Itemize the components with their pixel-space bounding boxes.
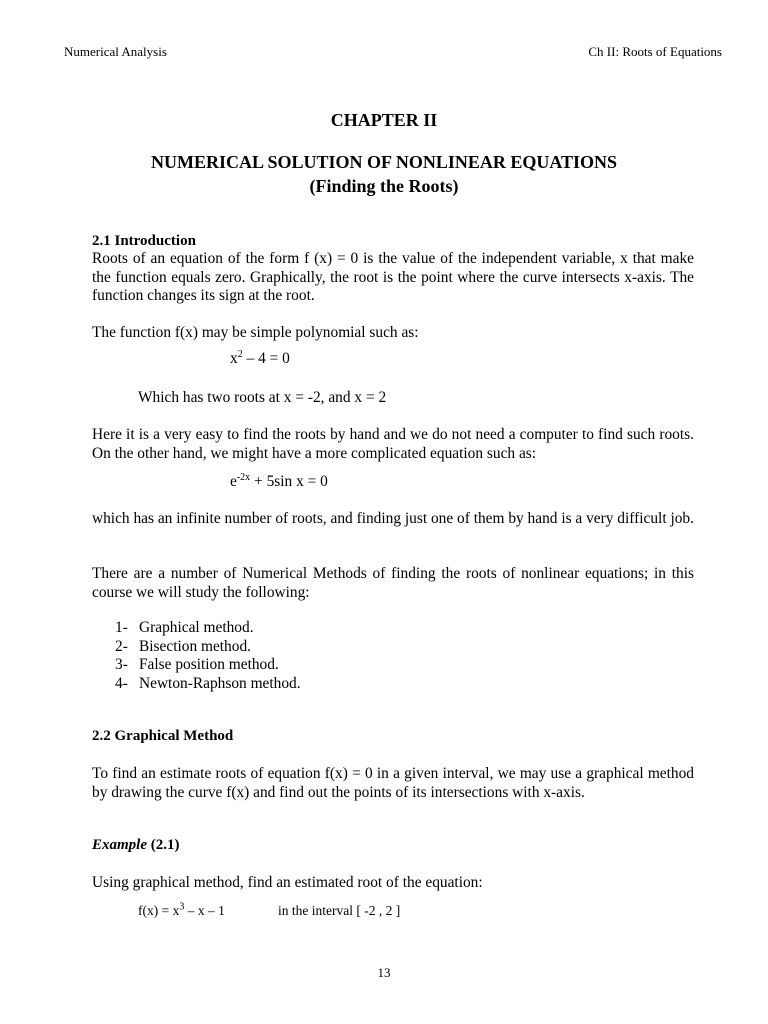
equation-polynomial: $x^2 - 4 = 0$ xyxy=(230,348,290,367)
graphical-method-paragraph: To find an estimate roots of equation f(x) = 0 in a given interval, we may use a graphical method by drawing the curve f(x) and find out the points of its intersections with x-axis. xyxy=(92,765,694,801)
methods-intro-paragraph: There are a number of Numerical Methods of finding the roots of nonlinear equations; in this course we will study the following: xyxy=(92,565,694,601)
section-2-1-heading: 2.1 Introduction xyxy=(92,233,196,249)
example-heading: Example (2.1) xyxy=(92,837,180,853)
chapter-title: NUMERICAL SOLUTION OF NONLINEAR EQUATIONS xyxy=(150,152,618,172)
list-item: 4- Newton-Raphson method. xyxy=(115,674,301,692)
list-item: 2- Bisection method. xyxy=(115,637,251,655)
chapter-number: CHAPTER II xyxy=(330,110,438,130)
page-number: 13 xyxy=(377,965,391,980)
running-header-left: Numerical Analysis xyxy=(64,44,167,59)
example-equation: $f(x) = x^3 - x - 1$ xyxy=(138,901,225,918)
equation-exponential: $e^{-2x} + 5\sin$ x = 0 xyxy=(230,471,328,490)
polynomial-intro-text: The function f(x) may be simple polynomial such as: xyxy=(92,324,419,341)
two-roots-text: Which has two roots at x = -2, and x = 2 xyxy=(138,389,387,406)
infinite-roots-paragraph: which has an infinite number of roots, and finding just one of them by hand is a very difficult job. xyxy=(92,510,694,527)
example-interval: in the interval [ -2 , 2 ] xyxy=(278,903,401,918)
example-text: Using graphical method, find an estimated root of the equation: xyxy=(92,874,483,891)
chapter-subtitle: (Finding the Roots) xyxy=(309,176,459,196)
section-2-2-heading: 2.2 Graphical Method xyxy=(92,728,234,744)
intro-paragraph: Roots of an equation of the form f (x) = 0 is the value of the independent variable, x that make the function equals zero. Graphically, the root is the point where the curve intersects x-axis. The function changes its sign at the root. xyxy=(92,250,694,304)
running-header-right: Ch II: Roots of Equations xyxy=(588,44,722,59)
list-item: 1- Graphical method. xyxy=(115,619,254,636)
methods-list xyxy=(115,619,301,693)
list-item: 3- False position method. xyxy=(115,656,279,673)
hand-roots-paragraph: Here it is a very easy to find the roots by hand and we do not need a computer to find such roots. On the other hand, we might have a more complicated equation such as: xyxy=(92,426,694,462)
